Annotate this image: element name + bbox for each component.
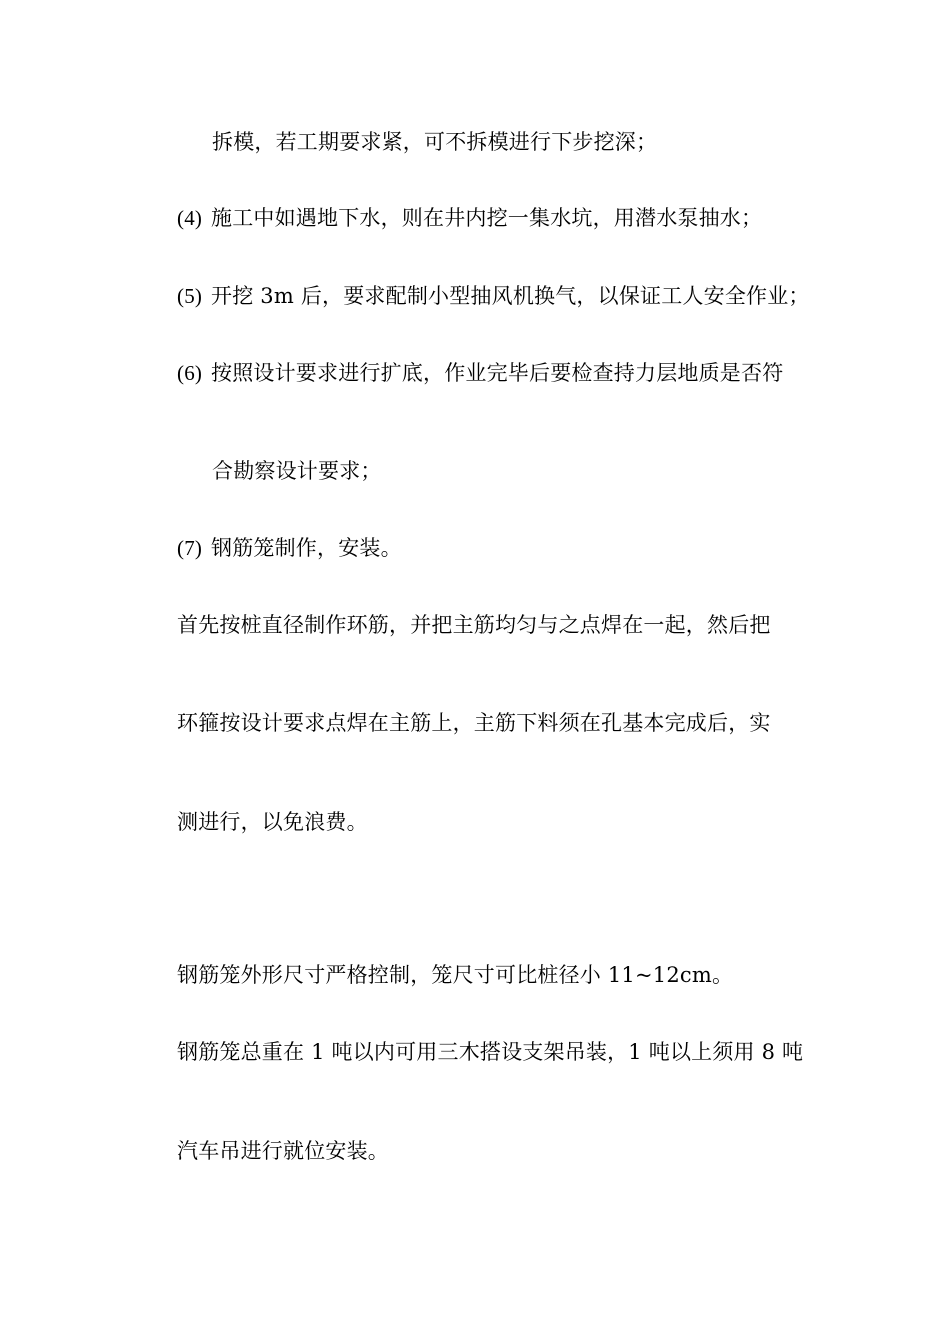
text-line-continuation-3: 拆模，若工期要求紧，可不拆模进行下步挖深； bbox=[212, 130, 658, 154]
paragraph-line: 钢筋笼外形尺寸严格控制，笼尺寸可比桩径小 11~12cm。 bbox=[177, 963, 734, 987]
list-number: (6) bbox=[177, 361, 203, 385]
paragraph-line: 汽车吊进行就位安装。 bbox=[177, 1139, 389, 1163]
list-item-text: 钢筋笼制作，安装。 bbox=[211, 536, 402, 560]
paragraph-line: 钢筋笼总重在 1 吨以内可用三木搭设支架吊装，1 吨以上须用 8 吨 bbox=[177, 1040, 804, 1064]
paragraph-line: 测进行，以免浪费。 bbox=[177, 810, 368, 834]
list-item-text: 开挖 3m 后，要求配制小型抽风机换气，以保证工人安全作业； bbox=[211, 284, 810, 308]
list-number: (7) bbox=[177, 536, 203, 560]
list-item-text: 按照设计要求进行扩底，作业完毕后要检查持力层地质是否符 bbox=[211, 361, 784, 385]
list-item-6 bbox=[177, 359, 783, 387]
list-item-text: 施工中如遇地下水，则在井内挖一集水坑，用潜水泵抽水； bbox=[211, 206, 763, 230]
paragraph-line: 首先按桩直径制作环筋，并把主筋均匀与之点焊在一起，然后把 bbox=[177, 613, 771, 637]
paragraph-line: 环箍按设计要求点焊在主筋上，主筋下料须在孔基本完成后，实 bbox=[177, 711, 771, 735]
list-item-7 bbox=[177, 534, 402, 562]
list-number: (5) bbox=[177, 284, 203, 308]
list-number: (4) bbox=[177, 206, 203, 230]
list-item-4 bbox=[177, 204, 762, 232]
text-line-continuation-6: 合勘察设计要求； bbox=[212, 459, 382, 483]
list-item-5 bbox=[177, 282, 810, 310]
